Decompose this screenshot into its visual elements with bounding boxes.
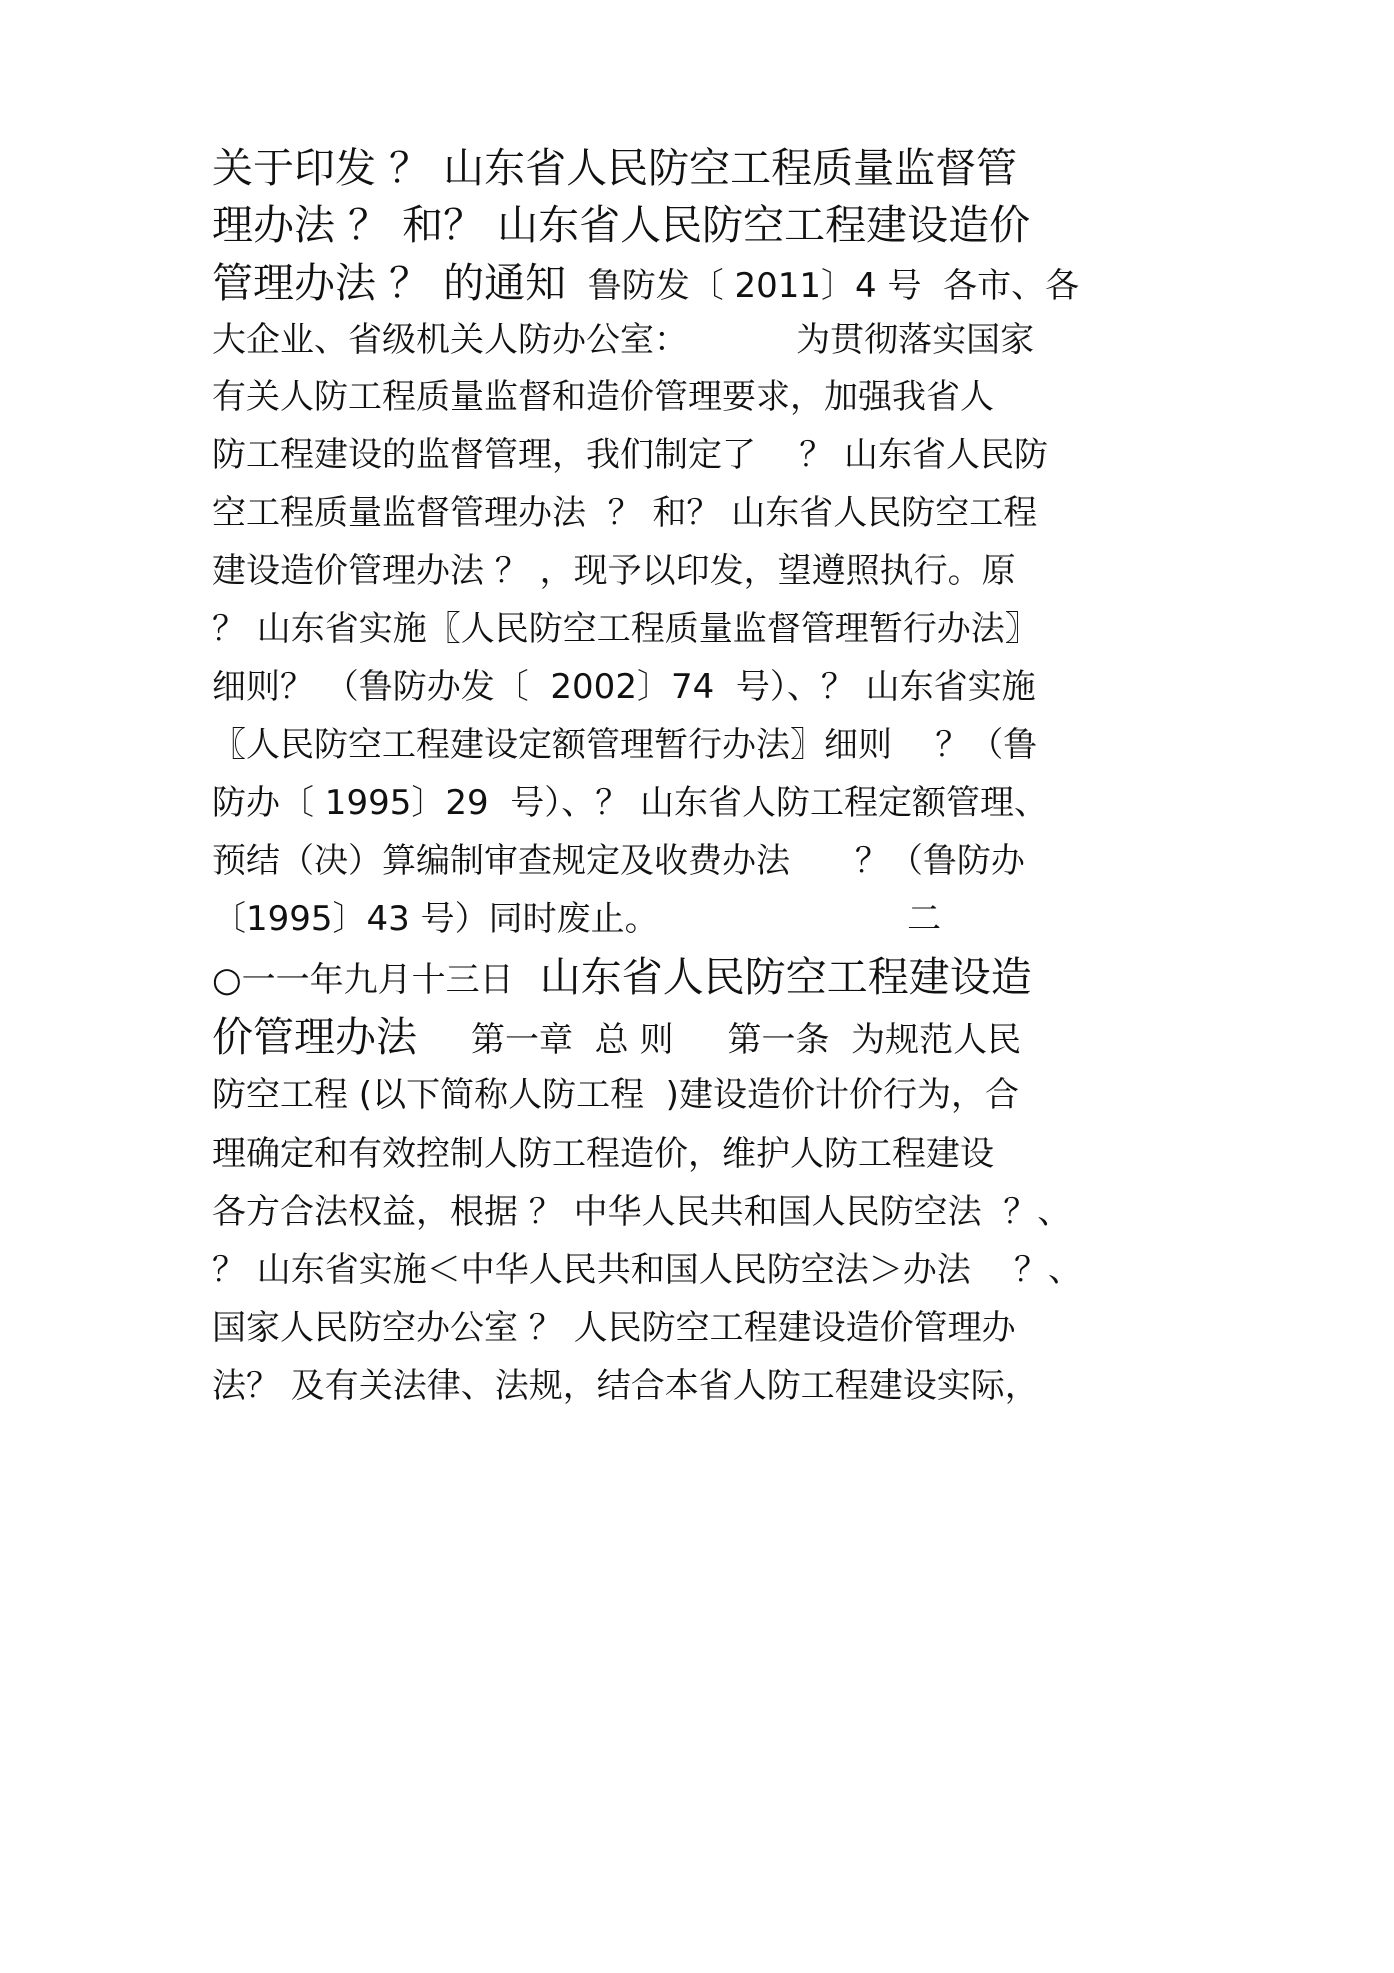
text-segment: 国家人民防空办公室 ？ 人民防空工程建设造价管理办 — [212, 1308, 1016, 1348]
text-line — [212, 259, 1080, 307]
text-line — [212, 144, 1018, 192]
text-segment: 关于印发 ？ 山东省人民防空工程质量监督管 — [212, 144, 1018, 192]
text-segment: ○一一年九月十三日 — [212, 960, 514, 1000]
text-line — [212, 1013, 1022, 1061]
text-line — [212, 493, 1038, 533]
text-line — [212, 841, 1025, 881]
text-line — [212, 725, 1038, 765]
text-segment: 建设造价管理办法 ？ ，现予以印发，望遵照执行。原 — [212, 551, 1016, 591]
text-segment: 防办〔 1995〕29 号）、？ 山东省人防工程定额管理、 — [212, 783, 1049, 823]
text-line — [212, 1192, 1072, 1232]
text-segment: 预结（决）算编制审查规定及收费办法 ？（鲁防办 — [212, 841, 1025, 881]
text-line — [212, 551, 1016, 591]
text-segment: 山东省人民防空工程建设造 — [513, 953, 1032, 1001]
text-segment: 大企业、省级机关人防办公室： 为贯彻落实国家 — [212, 320, 1035, 360]
text-segment: 价管理办法 — [212, 1013, 417, 1061]
text-segment: 各方合法权益，根据 ？ 中华人民共和国人民防空法 ？、 — [212, 1192, 1072, 1232]
text-segment: 鲁防发〔 2011〕4 号 各市、各 — [566, 266, 1080, 306]
text-line — [212, 201, 1031, 249]
text-line — [212, 1308, 1016, 1348]
text-line — [212, 1134, 994, 1174]
text-segment: 有关人防工程质量监督和造价管理要求，加强我省人 — [212, 377, 994, 417]
text-segment: 管理办法 ？ 的通知 — [212, 259, 567, 307]
text-line — [212, 667, 1036, 707]
text-segment: ？ 山东省实施＜中华人民共和国人民防空法＞办法 ？、 — [212, 1250, 1083, 1290]
text-segment: 理确定和有效控制人防工程造价，维护人防工程建设 — [212, 1134, 994, 1174]
text-line — [212, 1366, 1039, 1406]
text-segment: 〔1995〕43 号）同时废止。 二 — [212, 899, 942, 939]
text-segment: ？ 山东省实施〖人民防空工程质量监督管理暂行办法〗 — [212, 609, 1039, 649]
text-line — [212, 899, 942, 939]
text-segment: 防空工程 (以下简称人防工程 )建设造价计价行为，合 — [212, 1075, 1019, 1115]
text-line — [212, 1250, 1083, 1290]
text-segment: 理办法 ？ 和？ 山东省人民防空工程建设造价 — [212, 201, 1031, 249]
text-line — [212, 320, 1035, 360]
text-line — [212, 783, 1049, 823]
text-segment: 法？ 及有关法律、法规，结合本省人防工程建设实际， — [212, 1366, 1039, 1406]
text-segment: 空工程质量监督管理办法 ？ 和？ 山东省人民防空工程 — [212, 493, 1038, 533]
text-line — [212, 377, 994, 417]
text-segment: 第一章 总 则 第一条 为规范人民 — [417, 1020, 1022, 1060]
text-line — [212, 609, 1039, 649]
text-segment: 〖人民防空工程建设定额管理暂行办法〗细则 ？（鲁 — [212, 725, 1038, 765]
text-line — [212, 1075, 1019, 1115]
text-line — [212, 435, 1049, 475]
text-segment: 细则？ （鲁防办发〔 2002〕74 号）、？ 山东省实施 — [212, 667, 1036, 707]
text-segment: 防工程建设的监督管理，我们制定了 ？ 山东省人民防 — [212, 435, 1049, 475]
text-line — [212, 953, 1032, 1001]
